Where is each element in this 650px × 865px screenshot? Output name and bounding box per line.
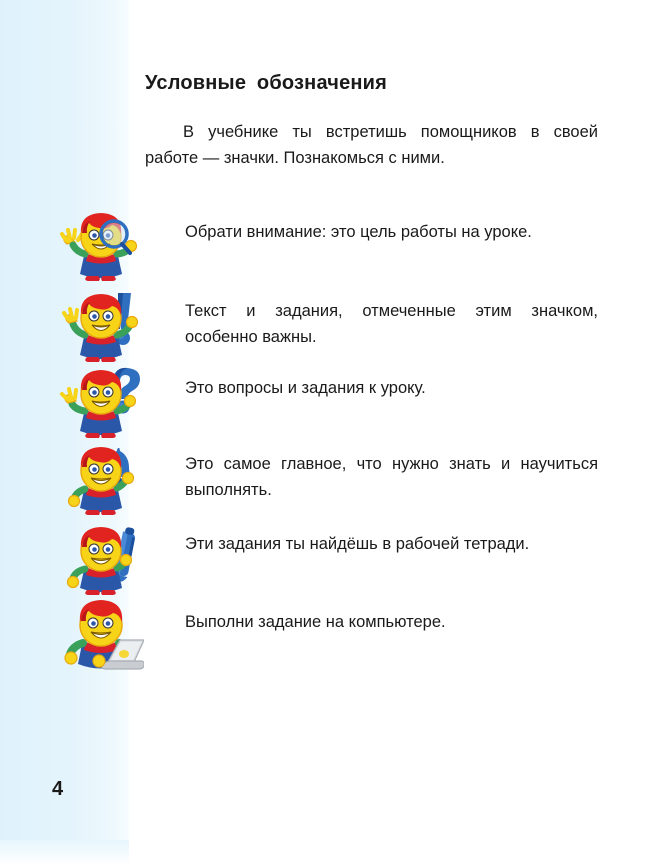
legend-item-text: Выполни задание на компьютере. xyxy=(185,613,446,631)
legend-item-text: Это самое главное, что нужно знать и научиться выполнять. xyxy=(185,455,598,499)
legend-row xyxy=(0,438,650,518)
legend-row xyxy=(0,518,650,598)
character-with-pen-icon xyxy=(58,518,144,598)
decorative-left-margin-fade xyxy=(0,840,129,865)
legend-row xyxy=(0,596,650,676)
character-with-magnifier-icon xyxy=(58,206,144,286)
legend-row xyxy=(0,362,650,440)
page-number: 4 xyxy=(52,778,64,800)
character-with-laptop-icon xyxy=(58,596,144,676)
legend-item-text: Это вопросы и задания к уроку. xyxy=(185,379,426,397)
character-with-exclamation-mark-icon xyxy=(58,285,144,365)
legend-item-text: Эти задания ты найдёшь в рабочей тетради. xyxy=(185,535,530,553)
page-title: Условные обозначения xyxy=(145,72,388,94)
character-with-question-mark-icon xyxy=(58,362,144,442)
legend-row xyxy=(0,206,650,284)
legend-item-text: Текст и задания, отмеченные этим значком, особенно важны. xyxy=(185,302,598,346)
legend-row xyxy=(0,285,650,365)
legend-item-text: Обрати внимание: это цель работы на уроке. xyxy=(185,223,532,241)
intro-paragraph: В учебнике ты встретишь помощников в своей работе — значки. Познакомься с ними. xyxy=(145,123,598,167)
character-with-bell-icon xyxy=(58,438,144,518)
